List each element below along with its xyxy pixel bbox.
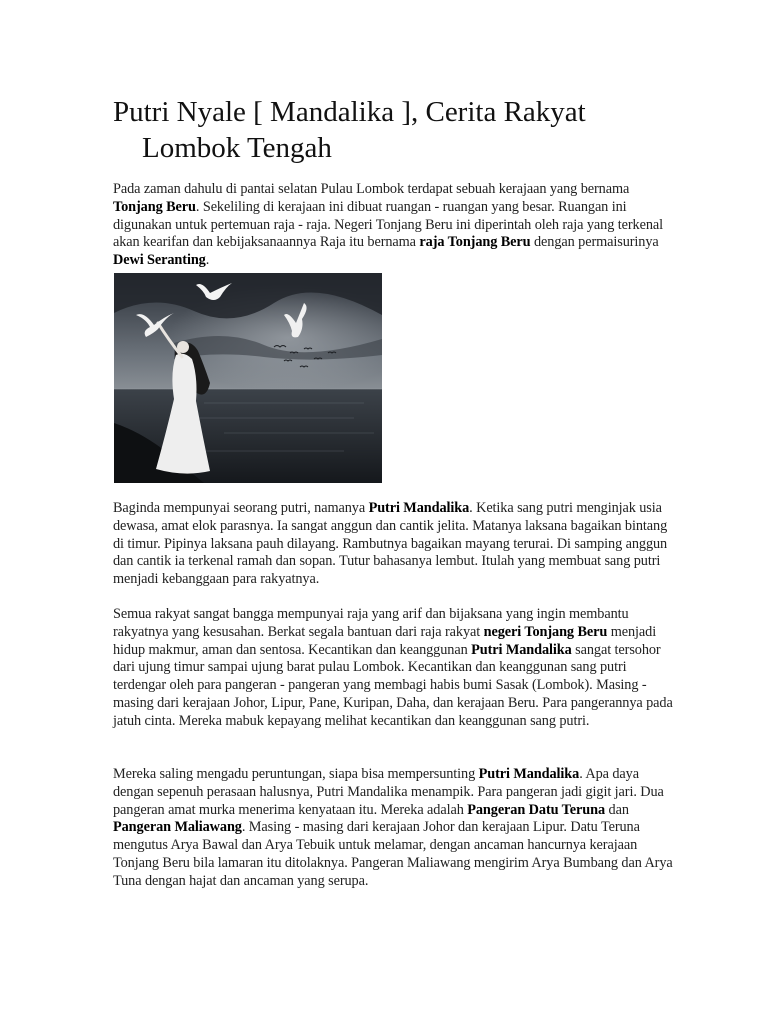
text-run: dan: [605, 801, 629, 818]
text-run: . Ketika sang putri menginjak usia dewasa, amat elok parasnya. Ia sangat anggun dan cantik jelita. Matanya laksana bagaikan bintang di timur. Pipinya laksana pauh dilayang. Rambutnya bagaikan mayang terurai. Di samping anggun dan cantik ia terkenal ramah dan sopan. Tutur bahasanya lembut. Itulah yang membuat sang putri menjadi kebanggaan para rakyatnya.: [113, 500, 668, 588]
text-run: Mereka saling mengadu peruntungan, siapa bisa mempersunting: [113, 766, 479, 782]
text-run: Semua rakyat sangat bangga mempunyai raja yang arif dan bijaksana yang ingin membantu rakyatnya yang kesusahan. Berkat segala bantuan dari raja rakyat: [113, 606, 629, 640]
text-run: sangat tersohor dari ujung timur sampai ujung barat pulau Lombok. Kecantikan dan keanggunan sang putri terdengar oleh para pangeran - pangeran yang membagi habis bumi Sasak (Lombok). Masing - masing dari kerajaan Johor, Lipur, Pane, Kuripan, Daha, dan kerajaan Beru. Para pangerannya pada jatuh cinta. Mereka mabuk kepayang melihat kecantikan dan keanggunan sang putri.: [113, 641, 673, 729]
article-title-line-2: Lombok Tengah: [142, 132, 332, 164]
article-title: [113, 94, 673, 166]
text-run: . Apa daya dengan sepenuh perasaan halusnya, Putri Mandalika menampik. Para pangeran jadi gigit jari. Dua pangeran amat murka menerima kenyataan itu. Mereka adalah: [113, 766, 664, 818]
paragraph-intro: [113, 181, 673, 270]
photo-illustration: [114, 273, 382, 483]
woman-by-sea-with-doves-photo: [114, 273, 382, 483]
article-title-line-1: Putri Nyale [ Mandalika ], Cerita Rakyat: [113, 96, 586, 128]
text-run: Pada zaman dahulu di pantai selatan Pulau Lombok terdapat sebuah kerajaan yang bernama: [113, 181, 630, 197]
bold-term-pangeran-datu-teruna: Pangeran Datu Teruna: [467, 801, 606, 818]
bold-term-negeri-tonjang-beru: negeri Tonjang Beru: [483, 623, 608, 640]
paragraph-putri: [113, 500, 673, 589]
paragraph-rakyat: [113, 606, 673, 731]
bold-term-putri-mandalika: Putri Mandalika: [478, 766, 580, 782]
bold-term-pangeran-maliawang: Pangeran Maliawang: [113, 819, 242, 836]
bold-term-putri-mandalika: Putri Mandalika: [368, 500, 470, 516]
bold-term-tonjang-beru: Tonjang Beru: [113, 198, 196, 215]
bold-term-putri-mandalika: Putri Mandalika: [471, 641, 572, 658]
paragraph-pangeran: [113, 766, 673, 891]
bold-term-dewi-seranting: Dewi Seranting: [113, 252, 206, 269]
text-run: menjadi hidup makmur, aman dan sentosa. Kecantikan dan keanggunan: [113, 623, 657, 658]
text-run: . Sekeliling di kerajaan ini dibuat ruangan - ruangan yang besar. Ruangan ini digunakan untuk pertemuan raja - raja. Negeri Tonjang Beru ini diperintah oleh raja yang terkenal akan kearifan dan kebijaksanaannya Raja itu bernama: [113, 198, 663, 251]
text-run: dengan permaisurinya: [530, 234, 659, 251]
bold-term-raja-tonjang-beru: raja Tonjang Beru: [419, 234, 531, 251]
text-run: .: [205, 252, 210, 269]
text-run: . Masing - masing dari kerajaan Johor dan kerajaan Lipur. Datu Teruna mengutus Arya Bawal dan Arya Tebuik untuk melamar, dengan ancaman hancurnya kerajaan Tonjang Beru bila lamaran itu ditolaknya. Pangeran Maliawang mengirim Arya Bumbang dan Arya Tuna dengan hajat dan ancaman yang serupa.: [113, 819, 673, 889]
text-run: Baginda mempunyai seorang putri, namanya: [113, 500, 369, 516]
